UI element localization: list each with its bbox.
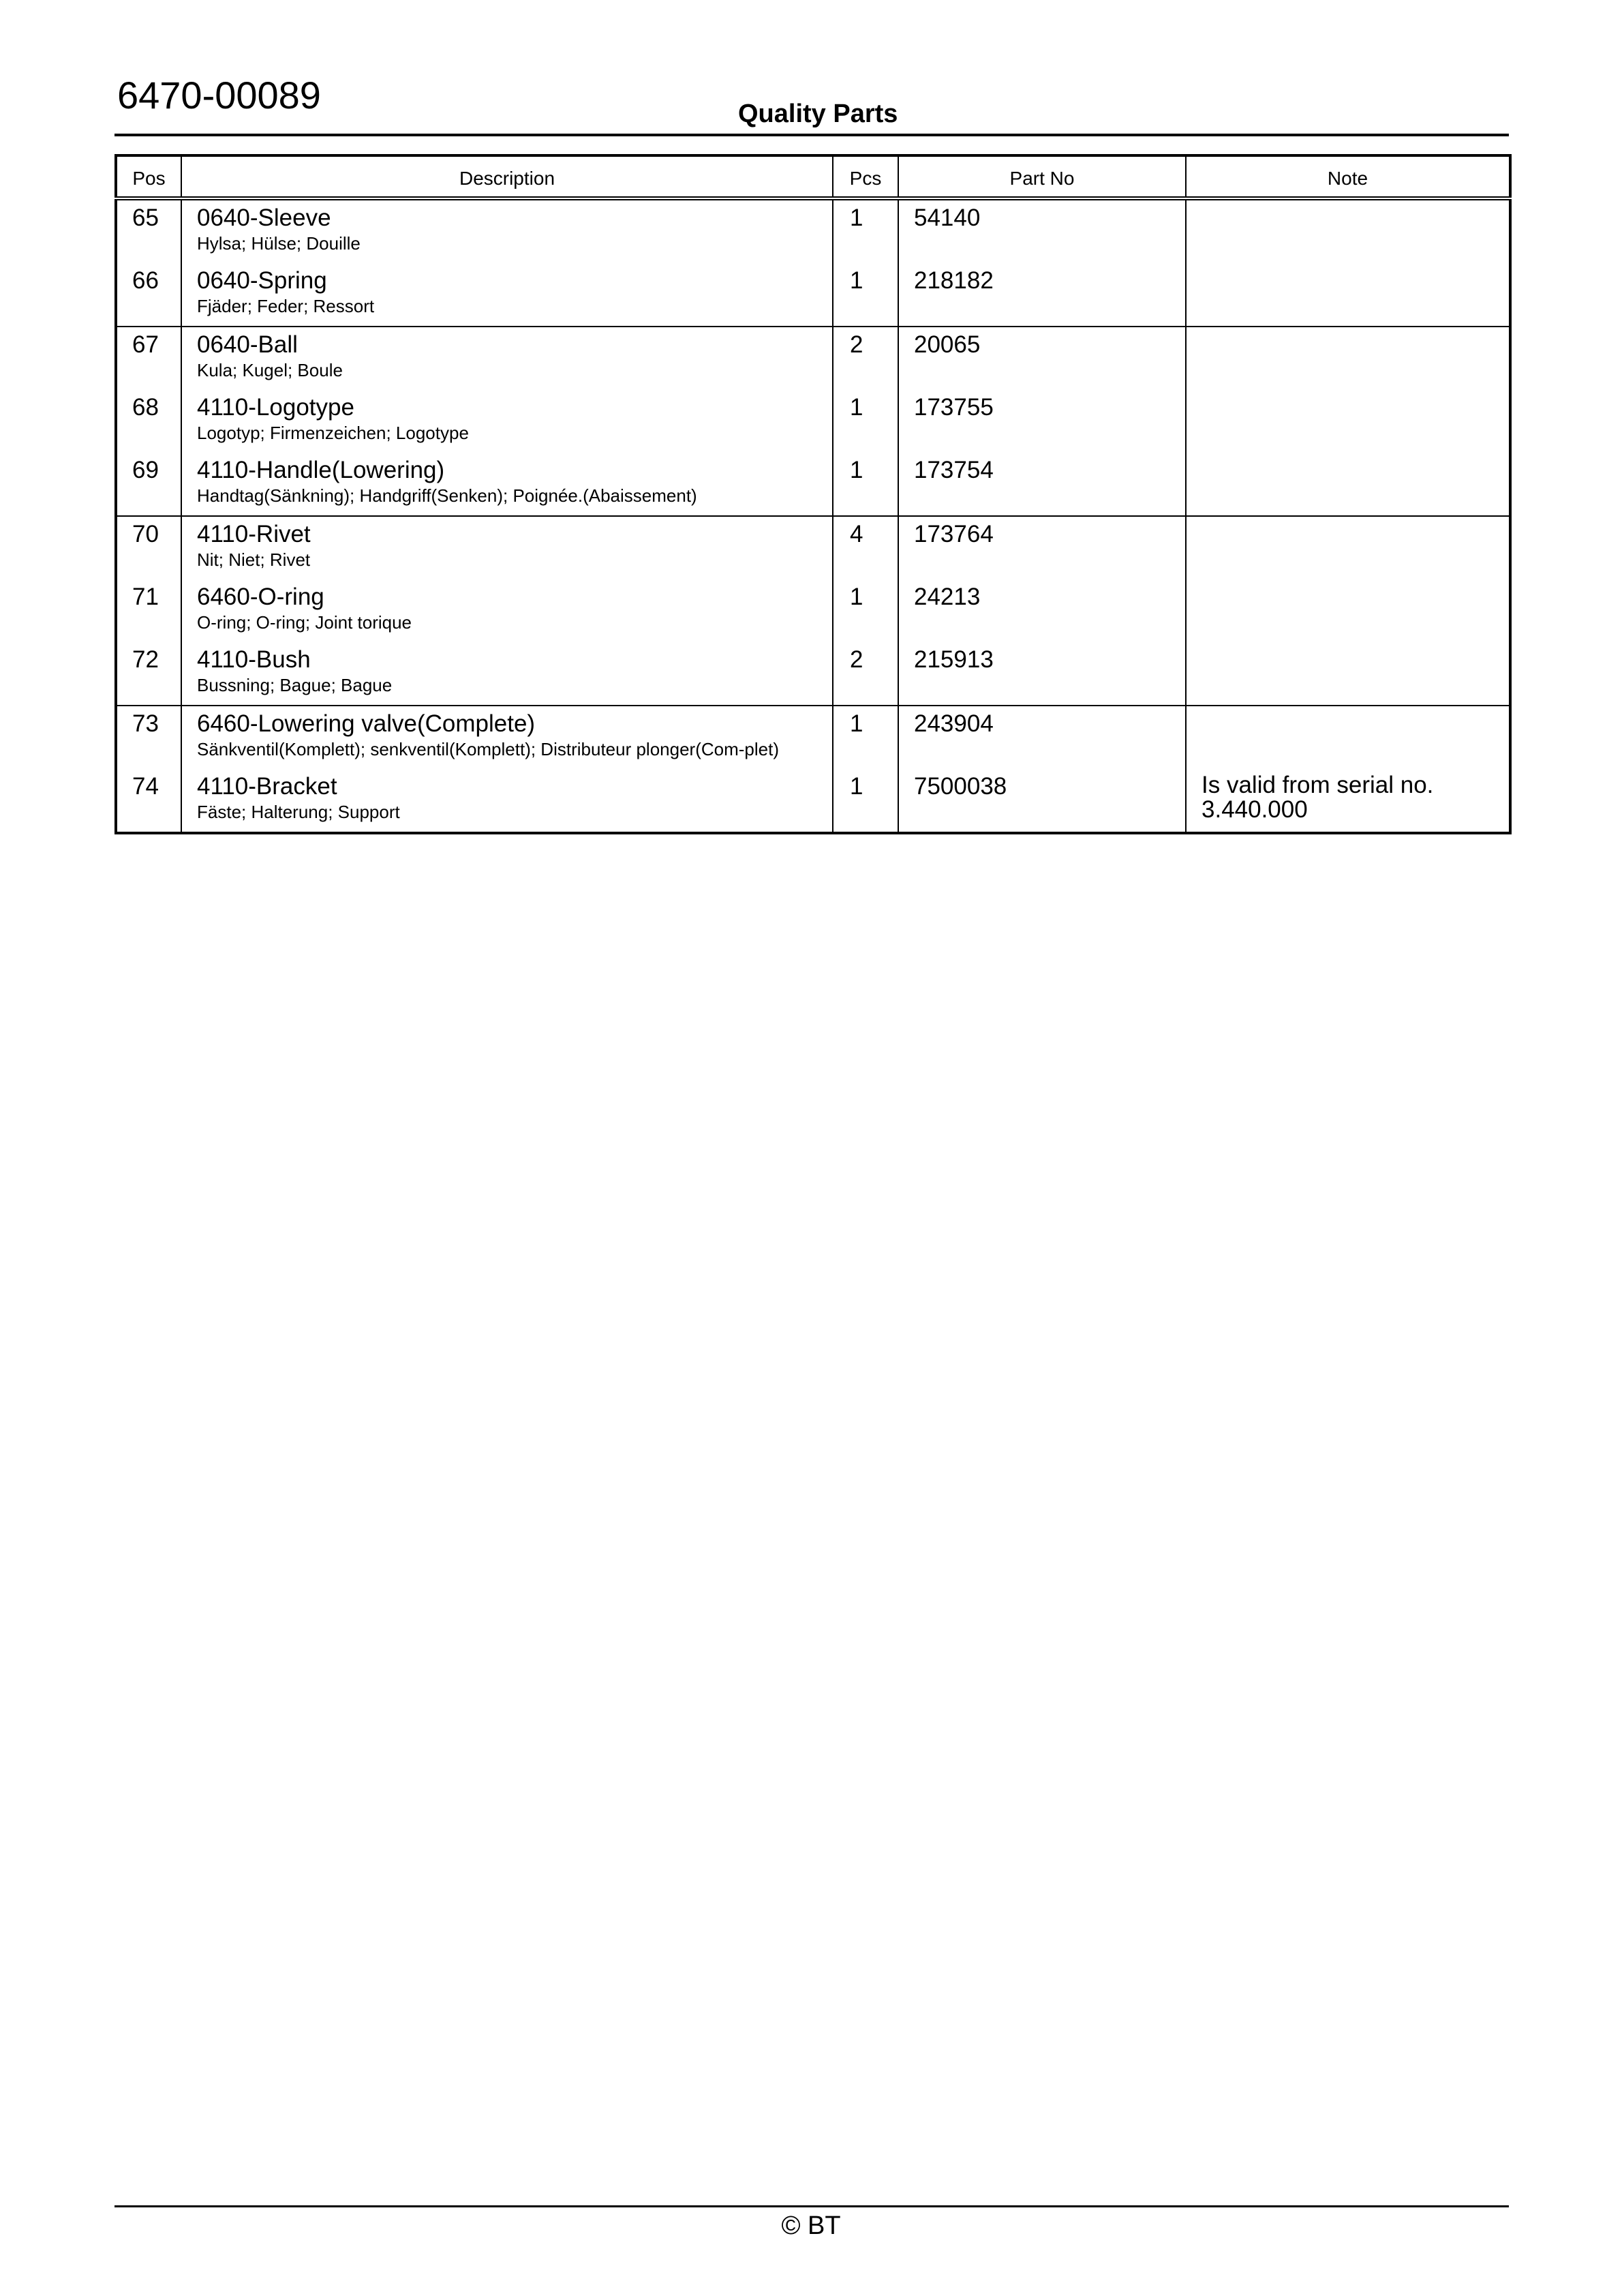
item-name: 0640-Sleeve	[197, 205, 331, 231]
pos-cell: 67	[132, 331, 159, 358]
item-translation: Fjäder; Feder; Ressort	[197, 296, 375, 316]
note-cell	[1186, 263, 1510, 327]
pcs-cell: 1	[833, 453, 898, 516]
item-translation: Fäste; Halterung; Support	[197, 802, 400, 822]
pcs-cell: 2	[833, 327, 898, 390]
parts-table	[114, 154, 1512, 834]
table-row	[116, 706, 1510, 769]
column-header-note: Note	[1186, 155, 1510, 198]
description-cell	[181, 198, 833, 263]
pos-cell: 68	[132, 394, 159, 421]
description-cell	[181, 390, 833, 453]
table-row	[116, 198, 1510, 263]
part-no-cell: 215913	[898, 642, 1186, 706]
pcs-cell: 1	[833, 706, 898, 769]
pcs-cell: 1	[833, 769, 898, 833]
pcs-cell: 1	[833, 390, 898, 453]
note-cell	[1186, 516, 1510, 579]
description-cell	[181, 263, 833, 327]
note-cell: Is valid from serial no. 3.440.000	[1186, 769, 1510, 833]
table-header-row	[116, 155, 1510, 198]
item-translation: Hylsa; Hülse; Douille	[197, 233, 361, 254]
item-translation: Logotyp; Firmenzeichen; Logotype	[197, 423, 469, 443]
table-row	[116, 453, 1510, 516]
pcs-cell: 1	[833, 579, 898, 642]
pos-cell: 69	[116, 453, 181, 516]
column-header-pos: Pos	[116, 155, 181, 198]
item-translation: Nit; Niet; Rivet	[197, 549, 311, 570]
note-cell	[1186, 198, 1510, 263]
pcs-cell: 2	[833, 642, 898, 706]
document-number: 6470-00089	[117, 74, 321, 117]
table-row	[116, 769, 1510, 833]
column-header-description: Description	[181, 155, 833, 198]
pos-cell: 70	[132, 521, 159, 547]
part-no-cell: 20065	[898, 327, 1186, 390]
part-no-cell: 243904	[898, 706, 1186, 769]
item-name: 0640-Ball	[197, 331, 298, 358]
note-cell	[1186, 327, 1510, 390]
item-translation: Sänkventil(Komplett); senkventil(Komplett); Distributeur plonger(Com-plet)	[197, 739, 779, 759]
note-cell	[1186, 579, 1510, 642]
part-no-cell: 7500038	[898, 769, 1186, 833]
note-cell	[1186, 390, 1510, 453]
item-name: 0640-Spring	[197, 267, 327, 294]
part-no-cell: 173754	[898, 453, 1186, 516]
header-divider	[114, 134, 1509, 136]
description-cell	[181, 327, 833, 390]
item-name: 6460-Lowering valve(Complete)	[197, 710, 536, 737]
note-cell	[1186, 706, 1510, 769]
table-row	[116, 263, 1510, 327]
description-cell	[181, 453, 833, 516]
column-header-pcs: Pcs	[833, 155, 898, 198]
pcs-cell: 1	[833, 263, 898, 327]
note-cell	[1186, 453, 1510, 516]
item-translation: Bussning; Bague; Bague	[197, 675, 393, 695]
part-no-cell: 218182	[898, 263, 1186, 327]
description-cell	[181, 706, 833, 769]
column-header-part-no: Part No	[898, 155, 1186, 198]
description-cell	[181, 769, 833, 833]
pos-cell: 74	[132, 773, 159, 800]
footer-divider	[114, 2205, 1509, 2207]
description-cell	[181, 579, 833, 642]
item-name: 4110-Bracket	[197, 773, 337, 800]
item-translation: O-ring; O-ring; Joint torique	[197, 612, 412, 633]
pcs-cell: 4	[833, 516, 898, 579]
pos-cell: 72	[116, 642, 181, 706]
item-name: 4110-Handle(Lowering)	[197, 457, 445, 483]
part-no-cell: 173755	[898, 390, 1186, 453]
page-title: Quality Parts	[738, 100, 898, 128]
item-translation: Kula; Kugel; Boule	[197, 360, 343, 380]
item-name: 4110-Bush	[197, 646, 311, 673]
table-row	[116, 390, 1510, 453]
pos-cell: 71	[132, 584, 159, 610]
part-no-cell: 24213	[898, 579, 1186, 642]
pcs-cell: 1	[833, 198, 898, 263]
part-no-cell: 54140	[898, 198, 1186, 263]
description-cell	[181, 642, 833, 706]
table-row	[116, 516, 1510, 579]
table-row	[116, 327, 1510, 390]
table-row	[116, 642, 1510, 706]
item-name: 4110-Logotype	[197, 394, 354, 421]
pos-cell: 73	[132, 710, 159, 737]
item-name: 4110-Rivet	[197, 521, 311, 547]
item-name: 6460-O-ring	[197, 584, 324, 610]
footer-copyright: © BT	[781, 2211, 841, 2240]
description-cell	[181, 516, 833, 579]
pos-cell: 65	[132, 205, 159, 231]
item-translation: Handtag(Sänkning); Handgriff(Senken); Poignée.(Abaissement)	[197, 485, 697, 506]
pos-cell: 66	[116, 263, 181, 327]
table-row	[116, 579, 1510, 642]
note-cell	[1186, 642, 1510, 706]
part-no-cell: 173764	[898, 516, 1186, 579]
